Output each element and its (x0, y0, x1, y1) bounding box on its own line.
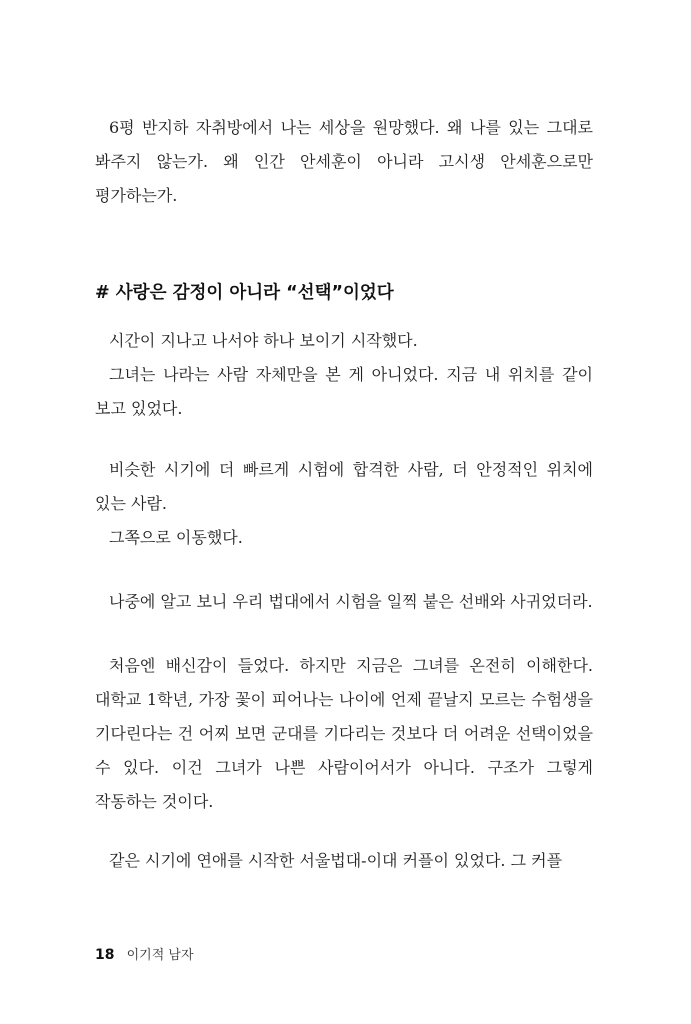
section-body-block-2 (95, 453, 593, 555)
intro-paragraph-block (95, 111, 593, 213)
paragraph: 비슷한 시기에 더 빠르게 시험에 합격한 사람, 더 안정적인 위치에 있는 사람. (95, 460, 593, 513)
page-number: 18 (95, 947, 115, 963)
paragraph: 그쪽으로 이동했다. (109, 528, 243, 547)
paragraph: 6평 반지하 자취방에서 나는 세상을 원망했다. 왜 나를 있는 그대로 봐주지 않는가. 왜 인간 안세훈이 아니라 고시생 안세훈으로만 평가하는가. (95, 118, 593, 205)
paragraph: 같은 시기에 연애를 시작한 서울법대-이대 커플이 있었다. 그 커플 (109, 851, 563, 870)
paragraph: 시간이 지나고 나서야 하나 보이기 시작했다. (109, 331, 418, 350)
section-heading: # 사랑은 감정이 아니라 “선택”이었다 (95, 283, 394, 303)
paragraph: 나중에 알고 보니 우리 법대에서 시험을 일찍 붙은 선배와 사귀었더라. (109, 592, 593, 611)
paragraph: 그녀는 나라는 사람 자체만을 본 게 아니었다. 지금 내 위치를 같이 보고 있었다. (95, 365, 593, 418)
paragraph: 처음엔 배신감이 들었다. 하지만 지금은 그녀를 온전히 이해한다. 대학교 1학년, 가장 꽃이 피어나는 나이에 언제 끝날지 모르는 수험생을 기다린다는 건 어찌 보면 군대를 기다리는 것보다 더 어려운 선택이었을 수 있다. 이건 그녀가 나쁜 사람이어서가 아니다. 구조가 그렇게 작동하는 것이다. (95, 656, 593, 811)
running-title: 이기적 남자 (126, 948, 194, 963)
page-footer (95, 944, 194, 963)
section-body-block-4 (95, 649, 593, 819)
section-body-block-1 (95, 324, 593, 426)
section-body-block-3 (95, 585, 593, 619)
section-body-block-5 (95, 844, 593, 878)
